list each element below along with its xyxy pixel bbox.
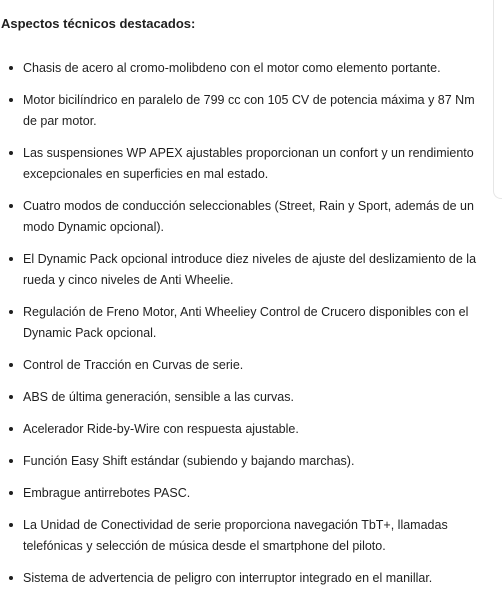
list-item: [0, 515, 490, 557]
list-item-text: Embrague antirrebotes PASC.: [23, 486, 191, 500]
list-item-text: Función Easy Shift estándar (subiendo y bajando marchas).: [23, 454, 355, 468]
list-item: [0, 58, 490, 79]
list-item-text: Las suspensiones WP APEX ajustables proporcionan un confort y un rendimiento excepcionales en superficies en mal estado.: [23, 146, 474, 181]
list-item: [0, 483, 490, 504]
list-item-text: Acelerador Ride-by-Wire con respuesta ajustable.: [23, 422, 299, 436]
bullet-icon: [9, 204, 13, 208]
bullet-icon: [9, 523, 13, 527]
list-item-text: ABS de última generación, sensible a las curvas.: [23, 390, 294, 404]
list-item-text: Sistema de advertencia de peligro con interruptor integrado en el manillar.: [23, 571, 433, 585]
list-item: [0, 568, 490, 589]
list-item-text: La Unidad de Conectividad de serie proporciona navegación TbT+, llamadas telefónicas y selección de música desde el smartphone del piloto.: [23, 518, 448, 553]
bullet-icon: [9, 151, 13, 155]
list-item-text: Chasis de acero al cromo-molibdeno con el motor como elemento portante.: [23, 61, 441, 75]
list-item-text: Regulación de Freno Motor, Anti Wheeliey Control de Crucero disponibles con el Dynamic Pack opcional.: [23, 305, 469, 340]
bullet-icon: [9, 459, 13, 463]
list-item: [0, 249, 490, 291]
list-item: [0, 302, 490, 344]
bullet-icon: [9, 98, 13, 102]
list-item: [0, 196, 490, 238]
list-item: [0, 355, 490, 376]
list-item: [0, 143, 490, 185]
list-item-text: Motor bicilíndrico en paralelo de 799 cc con 105 CV de potencia máxima y 87 Nm de par motor.: [23, 93, 475, 128]
bullet-icon: [9, 257, 13, 261]
bullet-icon: [9, 363, 13, 367]
section-heading: Aspectos técnicos destacados:: [1, 16, 196, 31]
bullet-icon: [9, 66, 13, 70]
bullet-icon: [9, 427, 13, 431]
bullet-icon: [9, 395, 13, 399]
bullet-icon: [9, 576, 13, 580]
list-item: [0, 419, 490, 440]
bullet-icon: [9, 491, 13, 495]
list-item: [0, 387, 490, 408]
bullet-icon: [9, 310, 13, 314]
list-item: [0, 90, 490, 132]
list-item-text: El Dynamic Pack opcional introduce diez niveles de ajuste del deslizamiento de la rueda y cinco niveles de Anti Wheelie.: [23, 252, 477, 287]
panel-edge: [493, 0, 502, 199]
list-item-text: Cuatro modos de conducción seleccionables (Street, Rain y Sport, además de un modo Dynamic opcional).: [23, 199, 474, 234]
list-item-text: Control de Tracción en Curvas de serie.: [23, 358, 244, 372]
list-item: [0, 451, 490, 472]
spec-bullet-list: [0, 58, 490, 600]
